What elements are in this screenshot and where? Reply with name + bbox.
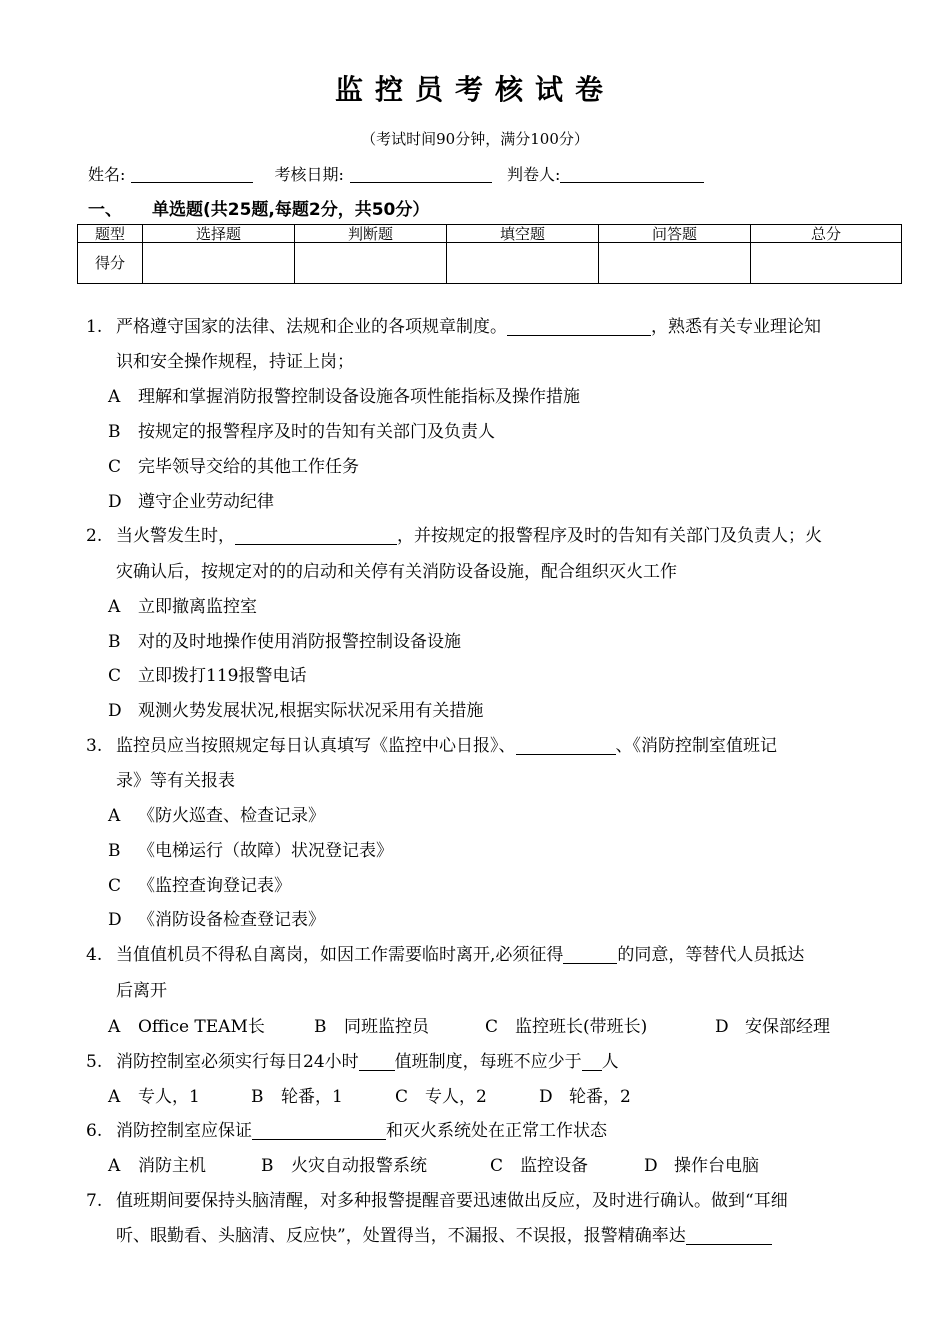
option-d[interactable] [108, 903, 325, 938]
option-letter: A [108, 806, 121, 826]
question-text: 消防控制室必须实行每日24小时 [116, 1052, 359, 1072]
option-letter: A [108, 1017, 121, 1037]
option-a[interactable] [108, 1149, 206, 1184]
question-number: 7. [86, 1191, 103, 1211]
question-text-continued: 灾确认后，按规定对的的启动和关停有关消防设备设施，配合组织灭火工作 [116, 562, 677, 582]
option-text: 监控设备 [520, 1156, 588, 1176]
grader-blank[interactable] [560, 166, 704, 183]
question-number: 2. [86, 526, 103, 546]
option-letter: B [314, 1017, 327, 1037]
option-letter: D [644, 1156, 658, 1176]
name-label: 姓名: [88, 165, 126, 184]
score-cell[interactable] [447, 243, 599, 284]
option-letter: C [490, 1156, 504, 1176]
option-letter: B [108, 841, 121, 861]
header-cell: 题型 [78, 225, 143, 243]
question-text: ，熟悉有关专业理论知 [651, 317, 821, 337]
option-text: 操作台电脑 [674, 1156, 759, 1176]
option-c[interactable] [108, 450, 359, 485]
question-5 [86, 1045, 619, 1080]
question-text: 和灭火系统处在正常工作状态 [386, 1121, 607, 1141]
option-text: 监控班长(带班长) [515, 1017, 648, 1037]
option-letter: D [108, 701, 122, 721]
header-cell: 总分 [751, 225, 902, 243]
answer-blank[interactable] [582, 1050, 602, 1071]
option-d[interactable] [539, 1080, 631, 1115]
question-text-continued: 识和安全操作规程，持证上岗； [116, 352, 354, 372]
option-letter: C [108, 457, 122, 477]
option-b[interactable] [261, 1149, 427, 1184]
score-cell[interactable] [143, 243, 295, 284]
option-d[interactable] [108, 694, 483, 729]
option-letter: D [715, 1017, 729, 1037]
option-a[interactable] [108, 1080, 200, 1115]
question-text: 、《消防控制室值班记 [615, 736, 777, 756]
option-c[interactable] [395, 1080, 487, 1115]
option-text: 观测火势发展状况,根据实际状况采用有关措施 [138, 701, 484, 721]
options-row [108, 1010, 868, 1045]
option-text: 《防火巡查、检查记录》 [138, 806, 325, 826]
score-table-score-row [78, 243, 902, 284]
section-number: 一、 [88, 200, 122, 220]
score-cell[interactable] [751, 243, 902, 284]
question-4 [86, 938, 804, 973]
answer-blank[interactable] [686, 1224, 772, 1245]
option-letter: C [108, 666, 122, 686]
option-text: 专人，1 [138, 1087, 200, 1107]
question-number: 5. [86, 1052, 103, 1072]
option-letter: B [251, 1087, 264, 1107]
grader-label: 判卷人: [507, 165, 561, 184]
answer-blank[interactable] [359, 1050, 395, 1071]
question-text: 人 [601, 1052, 619, 1072]
question-text: 听、眼勤看、头脑清、反应快”，处置得当，不漏报、不误报，报警精确率达 [116, 1226, 686, 1246]
section-title: 单选题(共25题,每题2分，共50分） [152, 200, 430, 220]
option-text: 理解和掌握消防报警控制设备设施各项性能指标及操作措施 [138, 387, 580, 407]
question-number: 1. [86, 317, 103, 337]
option-text: 《消防设备检查登记表》 [138, 910, 325, 930]
option-d[interactable] [108, 485, 274, 520]
date-label: 考核日期: [274, 165, 344, 184]
options-row [108, 1149, 868, 1184]
option-text: 立即拨打119报警电话 [138, 666, 307, 686]
exam-duration-note: （考试时间90分钟，满分100分） [361, 130, 589, 148]
question-number: 6. [86, 1121, 103, 1141]
option-letter: D [108, 910, 122, 930]
question-text: 监控员应当按照规定每日认真填写《监控中心日报》、 [116, 736, 516, 756]
option-text: 同班监控员 [344, 1017, 429, 1037]
question-6 [86, 1114, 607, 1149]
option-letter: C [485, 1017, 499, 1037]
option-text: 轮番，2 [569, 1087, 631, 1107]
option-c[interactable] [108, 869, 291, 904]
option-c[interactable] [490, 1149, 588, 1184]
option-letter: C [108, 876, 122, 896]
option-text: 遵守企业劳动纪律 [138, 492, 274, 512]
option-b[interactable] [108, 415, 495, 450]
option-letter: C [395, 1087, 409, 1107]
question-1 [86, 310, 821, 345]
option-b[interactable] [108, 834, 393, 869]
option-text: 《监控查询登记表》 [138, 876, 291, 896]
option-letter: A [108, 597, 121, 617]
option-letter: A [108, 1156, 121, 1176]
option-letter: B [261, 1156, 274, 1176]
option-letter: B [108, 632, 121, 652]
header-cell: 问答题 [599, 225, 751, 243]
option-letter: D [539, 1087, 553, 1107]
option-text: 安保部经理 [745, 1017, 830, 1037]
option-b[interactable] [251, 1080, 343, 1115]
question-text: 当值值机员不得私自离岗，如因工作需要临时离开,必须征得 [116, 945, 564, 965]
option-text: 火灾自动报警系统 [291, 1156, 427, 1176]
answer-blank[interactable] [563, 943, 617, 964]
answer-blank[interactable] [516, 734, 616, 755]
option-text: 消防主机 [138, 1156, 206, 1176]
question-text: 消防控制室应保证 [116, 1121, 252, 1141]
option-a[interactable] [108, 1010, 265, 1045]
score-row-label: 得分 [78, 243, 143, 284]
score-table-header-row [78, 225, 902, 243]
option-text: 按规定的报警程序及时的告知有关部门及负责人 [138, 422, 495, 442]
option-text: Office TEAM长 [138, 1017, 265, 1037]
option-b[interactable] [108, 625, 461, 660]
question-2 [86, 519, 822, 554]
question-3 [86, 729, 777, 764]
option-text: 《电梯运行（故障）状况登记表》 [138, 841, 393, 861]
answer-blank[interactable] [252, 1119, 386, 1140]
option-d[interactable] [644, 1149, 759, 1184]
examinee-info-line [88, 162, 704, 185]
option-c[interactable] [485, 1010, 647, 1045]
option-letter: A [108, 387, 121, 407]
score-cell[interactable] [295, 243, 447, 284]
question-number: 3. [86, 736, 103, 756]
option-text: 立即撤离监控室 [138, 597, 257, 617]
option-text: 完毕领导交给的其他工作任务 [138, 457, 359, 477]
options-row [108, 1080, 868, 1115]
question-text-continued [116, 1219, 772, 1254]
question-text: 的同意，等替代人员抵达 [617, 945, 805, 965]
question-text-continued: 后离开 [116, 981, 167, 1001]
question-7 [86, 1184, 788, 1219]
option-d[interactable] [715, 1010, 830, 1045]
question-text: 当火警发生时， [116, 526, 235, 546]
option-a[interactable] [108, 799, 325, 834]
question-text-continued: 录》等有关报表 [116, 771, 235, 791]
question-text: 值班期间要保持头脑清醒，对多种报警提醒音要迅速做出反应，及时进行确认。做到“耳细 [116, 1191, 788, 1211]
option-c[interactable] [108, 659, 306, 694]
option-letter: A [108, 1087, 121, 1107]
page-title: 监控员考核试卷 [334, 73, 615, 106]
header-cell: 填空题 [447, 225, 599, 243]
answer-blank[interactable] [507, 315, 651, 336]
option-b[interactable] [314, 1010, 429, 1045]
question-text: 值班制度，每班不应少于 [394, 1052, 582, 1072]
score-table [77, 224, 902, 284]
option-text: 对的及时地操作使用消防报警控制设备设施 [138, 632, 461, 652]
header-cell: 选择题 [143, 225, 295, 243]
question-number: 4. [86, 945, 103, 965]
name-blank[interactable] [131, 166, 253, 183]
score-cell[interactable] [599, 243, 751, 284]
option-text: 轮番，1 [281, 1087, 343, 1107]
question-text: ，并按规定的报警程序及时的告知有关部门及负责人；火 [397, 526, 822, 546]
option-a[interactable] [108, 590, 257, 625]
section-heading [88, 195, 429, 220]
option-letter: D [108, 492, 122, 512]
date-blank[interactable] [350, 166, 492, 183]
question-text: 严格遵守国家的法律、法规和企业的各项规章制度。 [116, 317, 507, 337]
option-letter: B [108, 422, 121, 442]
answer-blank[interactable] [235, 524, 397, 545]
option-text: 专人，2 [425, 1087, 487, 1107]
header-cell: 判断题 [295, 225, 447, 243]
option-a[interactable] [108, 380, 580, 415]
